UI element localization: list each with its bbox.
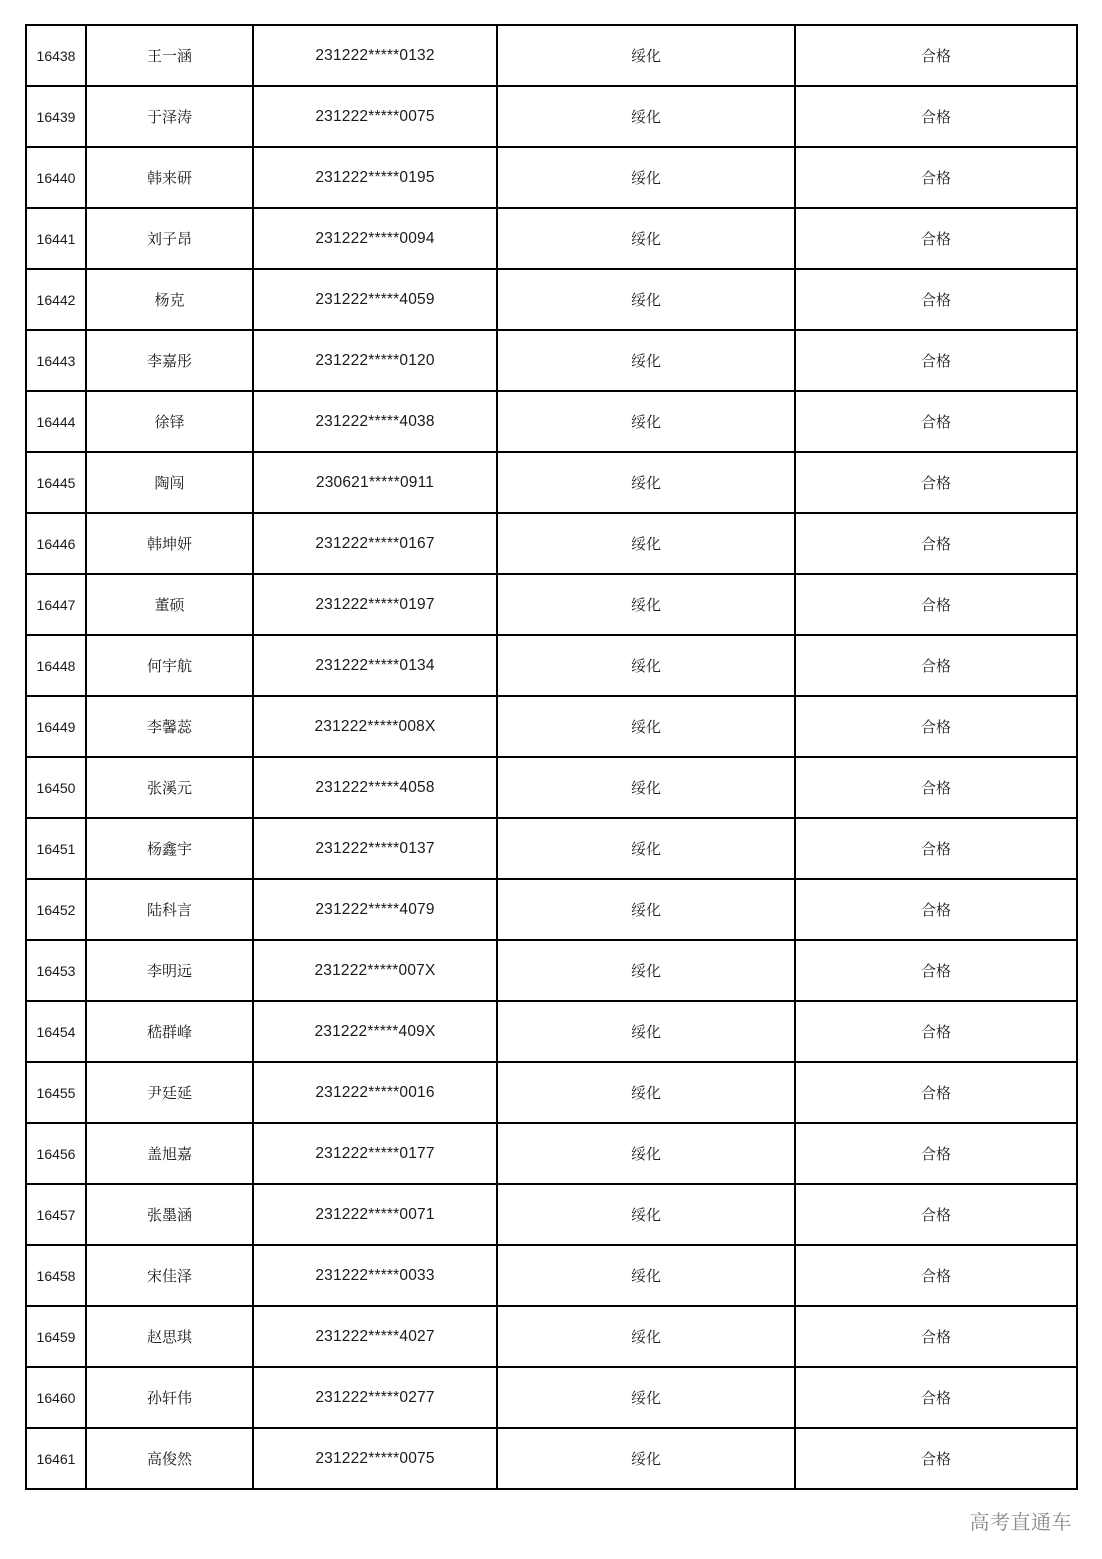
cell-region: 绥化 bbox=[497, 513, 795, 574]
table-row bbox=[26, 1184, 1077, 1245]
cell-id-number: 231222*****0120 bbox=[253, 330, 497, 391]
cell-result: 合格 bbox=[795, 696, 1077, 757]
cell-region: 绥化 bbox=[497, 330, 795, 391]
cell-result: 合格 bbox=[795, 269, 1077, 330]
cell-result: 合格 bbox=[795, 1001, 1077, 1062]
cell-number: 16459 bbox=[26, 1306, 86, 1367]
table-row bbox=[26, 1428, 1077, 1489]
cell-region: 绥化 bbox=[497, 818, 795, 879]
cell-number: 16451 bbox=[26, 818, 86, 879]
cell-result: 合格 bbox=[795, 1184, 1077, 1245]
cell-name: 何宇航 bbox=[86, 635, 253, 696]
table-row bbox=[26, 696, 1077, 757]
results-table bbox=[25, 24, 1078, 1490]
cell-name: 陶闯 bbox=[86, 452, 253, 513]
cell-number: 16458 bbox=[26, 1245, 86, 1306]
cell-result: 合格 bbox=[795, 208, 1077, 269]
cell-region: 绥化 bbox=[497, 1306, 795, 1367]
cell-region: 绥化 bbox=[497, 269, 795, 330]
cell-region: 绥化 bbox=[497, 757, 795, 818]
cell-number: 16446 bbox=[26, 513, 86, 574]
cell-region: 绥化 bbox=[497, 147, 795, 208]
cell-id-number: 231222*****0167 bbox=[253, 513, 497, 574]
watermark-text: 高考直通车 bbox=[968, 1506, 1075, 1535]
cell-name: 王一涵 bbox=[86, 25, 253, 86]
cell-number: 16461 bbox=[26, 1428, 86, 1489]
cell-name: 宋佳泽 bbox=[86, 1245, 253, 1306]
cell-region: 绥化 bbox=[497, 940, 795, 1001]
cell-result: 合格 bbox=[795, 574, 1077, 635]
table-row bbox=[26, 86, 1077, 147]
cell-name: 尹廷延 bbox=[86, 1062, 253, 1123]
cell-name: 杨克 bbox=[86, 269, 253, 330]
cell-result: 合格 bbox=[795, 25, 1077, 86]
cell-name: 于泽涛 bbox=[86, 86, 253, 147]
cell-result: 合格 bbox=[795, 86, 1077, 147]
cell-result: 合格 bbox=[795, 391, 1077, 452]
cell-name: 李馨蕊 bbox=[86, 696, 253, 757]
cell-number: 16441 bbox=[26, 208, 86, 269]
cell-id-number: 231222*****0134 bbox=[253, 635, 497, 696]
cell-number: 16445 bbox=[26, 452, 86, 513]
cell-name: 嵇群峰 bbox=[86, 1001, 253, 1062]
cell-region: 绥化 bbox=[497, 452, 795, 513]
cell-result: 合格 bbox=[795, 757, 1077, 818]
cell-result: 合格 bbox=[795, 1428, 1077, 1489]
cell-region: 绥化 bbox=[497, 635, 795, 696]
table-row bbox=[26, 147, 1077, 208]
cell-number: 16448 bbox=[26, 635, 86, 696]
cell-result: 合格 bbox=[795, 940, 1077, 1001]
cell-number: 16450 bbox=[26, 757, 86, 818]
table-row bbox=[26, 330, 1077, 391]
table-row bbox=[26, 1123, 1077, 1184]
cell-name: 张墨涵 bbox=[86, 1184, 253, 1245]
cell-id-number: 231222*****0277 bbox=[253, 1367, 497, 1428]
table-body bbox=[26, 25, 1077, 1489]
cell-region: 绥化 bbox=[497, 1001, 795, 1062]
cell-region: 绥化 bbox=[497, 1123, 795, 1184]
cell-name: 高俊然 bbox=[86, 1428, 253, 1489]
table-row bbox=[26, 391, 1077, 452]
cell-name: 杨鑫宇 bbox=[86, 818, 253, 879]
cell-id-number: 231222*****0195 bbox=[253, 147, 497, 208]
cell-result: 合格 bbox=[795, 818, 1077, 879]
cell-id-number: 231222*****008X bbox=[253, 696, 497, 757]
cell-id-number: 231222*****0071 bbox=[253, 1184, 497, 1245]
table-row bbox=[26, 940, 1077, 1001]
cell-number: 16457 bbox=[26, 1184, 86, 1245]
cell-name: 李嘉彤 bbox=[86, 330, 253, 391]
cell-id-number: 231222*****4027 bbox=[253, 1306, 497, 1367]
table-row bbox=[26, 452, 1077, 513]
cell-number: 16455 bbox=[26, 1062, 86, 1123]
cell-name: 徐铎 bbox=[86, 391, 253, 452]
cell-id-number: 231222*****4038 bbox=[253, 391, 497, 452]
cell-result: 合格 bbox=[795, 635, 1077, 696]
cell-region: 绥化 bbox=[497, 391, 795, 452]
cell-result: 合格 bbox=[795, 147, 1077, 208]
cell-number: 16442 bbox=[26, 269, 86, 330]
cell-number: 16453 bbox=[26, 940, 86, 1001]
cell-id-number: 230621*****0911 bbox=[253, 452, 497, 513]
cell-number: 16456 bbox=[26, 1123, 86, 1184]
cell-id-number: 231222*****0075 bbox=[253, 1428, 497, 1489]
cell-id-number: 231222*****409X bbox=[253, 1001, 497, 1062]
table-row bbox=[26, 635, 1077, 696]
cell-name: 赵思琪 bbox=[86, 1306, 253, 1367]
cell-region: 绥化 bbox=[497, 25, 795, 86]
cell-region: 绥化 bbox=[497, 696, 795, 757]
cell-number: 16440 bbox=[26, 147, 86, 208]
table-row bbox=[26, 1306, 1077, 1367]
cell-number: 16460 bbox=[26, 1367, 86, 1428]
cell-region: 绥化 bbox=[497, 879, 795, 940]
cell-id-number: 231222*****0075 bbox=[253, 86, 497, 147]
cell-number: 16443 bbox=[26, 330, 86, 391]
cell-name: 盖旭嘉 bbox=[86, 1123, 253, 1184]
cell-id-number: 231222*****0094 bbox=[253, 208, 497, 269]
cell-region: 绥化 bbox=[497, 1062, 795, 1123]
cell-id-number: 231222*****0033 bbox=[253, 1245, 497, 1306]
cell-id-number: 231222*****007X bbox=[253, 940, 497, 1001]
cell-name: 孙轩伟 bbox=[86, 1367, 253, 1428]
table-row bbox=[26, 1001, 1077, 1062]
table-row bbox=[26, 208, 1077, 269]
cell-id-number: 231222*****0137 bbox=[253, 818, 497, 879]
cell-id-number: 231222*****4079 bbox=[253, 879, 497, 940]
cell-name: 陆科言 bbox=[86, 879, 253, 940]
table-row bbox=[26, 513, 1077, 574]
cell-name: 韩坤妍 bbox=[86, 513, 253, 574]
table-row bbox=[26, 1062, 1077, 1123]
cell-result: 合格 bbox=[795, 1123, 1077, 1184]
cell-region: 绥化 bbox=[497, 1428, 795, 1489]
cell-name: 董硕 bbox=[86, 574, 253, 635]
cell-number: 16439 bbox=[26, 86, 86, 147]
cell-region: 绥化 bbox=[497, 574, 795, 635]
cell-id-number: 231222*****0016 bbox=[253, 1062, 497, 1123]
table-row bbox=[26, 574, 1077, 635]
cell-region: 绥化 bbox=[497, 1245, 795, 1306]
cell-id-number: 231222*****0197 bbox=[253, 574, 497, 635]
cell-result: 合格 bbox=[795, 879, 1077, 940]
table-row bbox=[26, 269, 1077, 330]
cell-id-number: 231222*****0177 bbox=[253, 1123, 497, 1184]
cell-id-number: 231222*****4059 bbox=[253, 269, 497, 330]
cell-name: 李明远 bbox=[86, 940, 253, 1001]
table-row bbox=[26, 1367, 1077, 1428]
cell-number: 16452 bbox=[26, 879, 86, 940]
cell-region: 绥化 bbox=[497, 1184, 795, 1245]
cell-result: 合格 bbox=[795, 1245, 1077, 1306]
cell-id-number: 231222*****0132 bbox=[253, 25, 497, 86]
cell-number: 16454 bbox=[26, 1001, 86, 1062]
cell-region: 绥化 bbox=[497, 86, 795, 147]
table-row bbox=[26, 25, 1077, 86]
cell-number: 16438 bbox=[26, 25, 86, 86]
cell-id-number: 231222*****4058 bbox=[253, 757, 497, 818]
cell-name: 刘子昂 bbox=[86, 208, 253, 269]
cell-region: 绥化 bbox=[497, 208, 795, 269]
cell-result: 合格 bbox=[795, 330, 1077, 391]
table-row bbox=[26, 1245, 1077, 1306]
cell-name: 韩来研 bbox=[86, 147, 253, 208]
cell-number: 16444 bbox=[26, 391, 86, 452]
cell-result: 合格 bbox=[795, 1062, 1077, 1123]
cell-result: 合格 bbox=[795, 1367, 1077, 1428]
cell-region: 绥化 bbox=[497, 1367, 795, 1428]
cell-name: 张溪元 bbox=[86, 757, 253, 818]
table-row bbox=[26, 879, 1077, 940]
cell-number: 16447 bbox=[26, 574, 86, 635]
cell-number: 16449 bbox=[26, 696, 86, 757]
table-row bbox=[26, 757, 1077, 818]
cell-result: 合格 bbox=[795, 513, 1077, 574]
cell-result: 合格 bbox=[795, 1306, 1077, 1367]
cell-result: 合格 bbox=[795, 452, 1077, 513]
table-row bbox=[26, 818, 1077, 879]
